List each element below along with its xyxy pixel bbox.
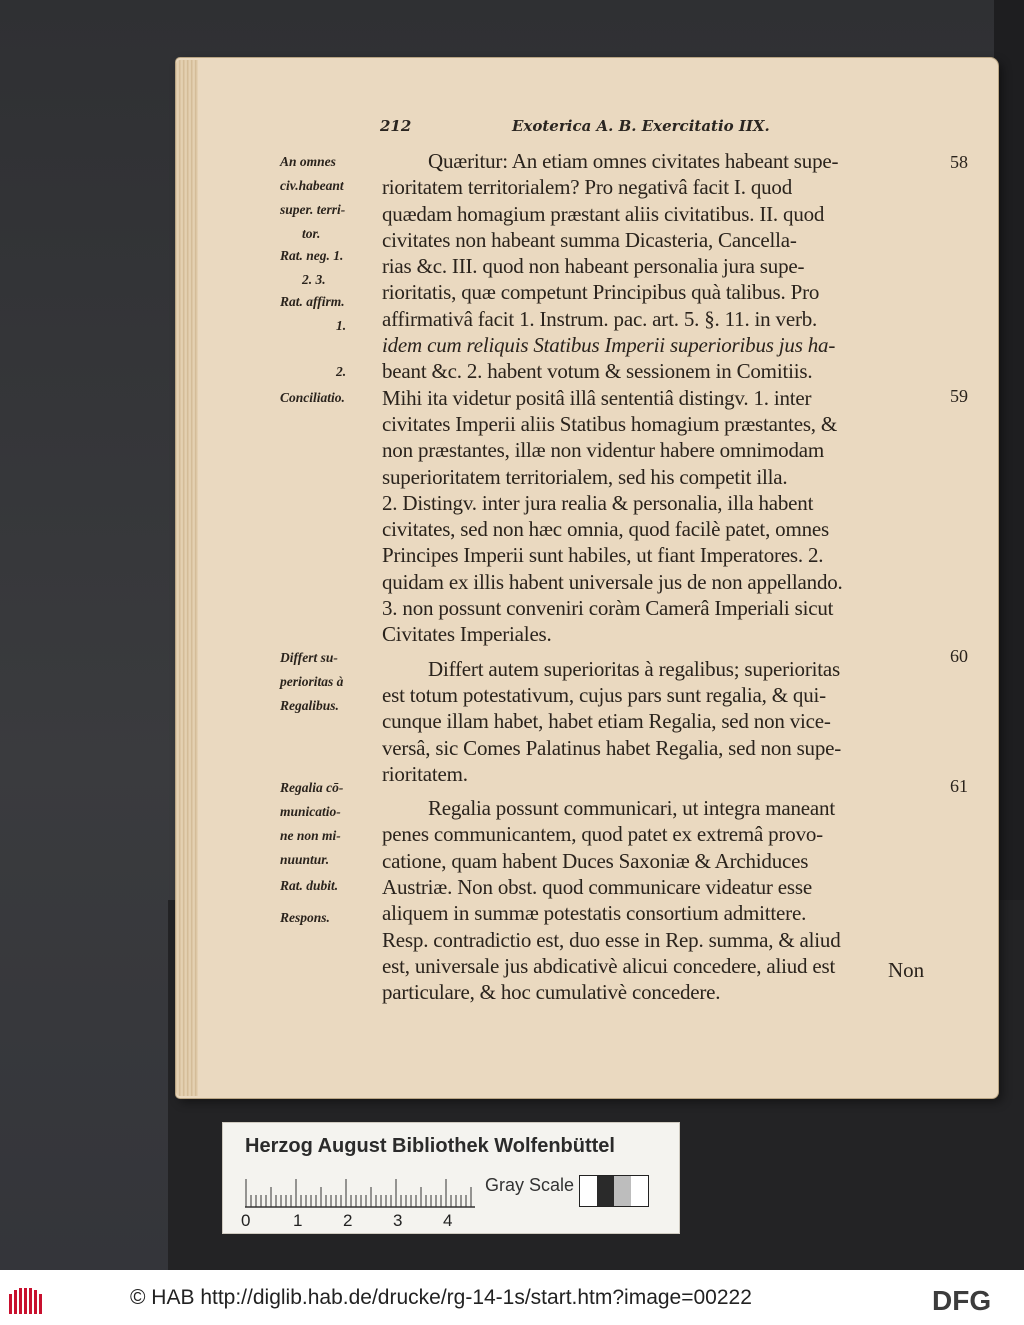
text-line: Civitates Imperiales. xyxy=(382,622,552,647)
text-line: idem cum reliquis Statibus Imperii superioribus jus ha- xyxy=(382,333,836,358)
text-line: rioritatem. xyxy=(382,761,468,786)
text-line: rioritatis, quæ competunt Principibus quà talibus. Pro xyxy=(382,280,820,305)
text-line: quædam homagium præstant aliis civitatibus. II. quod xyxy=(382,201,825,226)
sidenote-line: Rat. neg. 1. xyxy=(280,248,344,263)
text-line: 2. Distingv. inter jura realia & personalia, illa habent xyxy=(382,490,814,515)
text-line: catione, quam habent Duces Saxoniæ & Archiduces xyxy=(382,848,809,873)
sidenote xyxy=(280,290,380,338)
text-line: rioritatem territorialem? Pro negativâ facit I. quod xyxy=(382,175,793,200)
text-line: rias &c. III. quod non habeant personalia jura supe- xyxy=(382,254,805,279)
copyright-link[interactable]: © HAB http://diglib.hab.de/drucke/rg-14-1s/start.htm?image=00222 xyxy=(130,1286,752,1309)
sidenote-line: Respons. xyxy=(280,910,330,925)
sidenote-line: Rat. affirm. xyxy=(280,294,345,309)
sidenote-line: perioritas à xyxy=(280,674,344,689)
text-line: particulare, & hoc cumulativè concedere. xyxy=(382,980,721,1005)
ruler-digit: 0 xyxy=(241,1211,251,1230)
page-edges xyxy=(176,60,198,1096)
text-line: Austriæ. Non obst. quod communicare videatur esse xyxy=(382,875,812,900)
text-line: est totum potestativum, cujus pars sunt regalia, & qui- xyxy=(382,682,826,707)
body-text xyxy=(382,148,942,1006)
ruler-digit: 4 xyxy=(443,1211,453,1230)
text-line: non præstantes, illæ non videntur habere omnimodam xyxy=(382,438,825,463)
text-line: civitates non habeant summa Dicasteria, Cancella- xyxy=(382,227,797,252)
margin-number: 58 xyxy=(950,152,968,172)
sidenote-line: Regalibus. xyxy=(280,698,339,713)
text-line: quidam ex illis habent universale jus de non appellando. xyxy=(382,569,843,594)
text-line: affirmativâ facit 1. Instrum. pac. art. 5. §. 11. in verb. xyxy=(382,306,818,331)
text-line: aliquem in summæ potestatis consortium admittere. xyxy=(382,901,807,926)
text-line: penes communicantem, quod patet ex extremâ provo- xyxy=(382,822,823,847)
sidenote-line: Regalia cō- xyxy=(280,780,344,795)
sidenote xyxy=(280,244,380,292)
ruler-digit: 2 xyxy=(343,1211,353,1230)
sidenote-line: Conciliatio. xyxy=(280,390,345,405)
margin-number: 59 xyxy=(950,386,968,406)
swatch-white xyxy=(631,1176,648,1206)
sidenote-line: 1. xyxy=(336,318,347,333)
sidenote-line: Differt su- xyxy=(280,650,338,665)
text-line: Mihi ita videtur positâ illâ sententiâ distingv. 1. inter xyxy=(382,385,812,410)
margin-number: 61 xyxy=(950,776,968,796)
sidenote-line: super. terri- xyxy=(280,202,346,217)
margin-number: 60 xyxy=(950,646,968,666)
text-line: Regalia possunt communicari, ut integra maneant xyxy=(428,796,835,821)
sidenote xyxy=(280,386,380,410)
gray-scale-swatches xyxy=(579,1175,649,1207)
sidenote xyxy=(280,874,380,898)
sidenote-line: nuuntur. xyxy=(280,852,330,867)
sidenote-line: 2. 3. xyxy=(302,272,326,287)
text-line: est, universale jus abdicativè alicui concedere, aliud est xyxy=(382,953,836,978)
footer-bar xyxy=(0,1270,1024,1325)
text-line: cunque illam habet, habet etiam Regalia, sed non vice- xyxy=(382,709,831,734)
text-line: Principes Imperii sunt habiles, ut fiant Imperatores. 2. xyxy=(382,543,824,568)
gray-scale-label: Gray Scale xyxy=(485,1175,575,1195)
text-line: civitates Imperii aliis Statibus homagium præstantes, & xyxy=(382,411,838,436)
text-line: Differt autem superioritas à regalibus; superioritas xyxy=(428,656,840,681)
swatch-white xyxy=(580,1176,597,1206)
ruler-digit: 1 xyxy=(293,1211,303,1230)
sidenote-line: municatio- xyxy=(280,804,341,819)
text-line: civitates, sed non hæc omnia, quod facilè patet, omnes xyxy=(382,517,829,542)
hab-logo-icon xyxy=(8,1286,44,1316)
text-line: Quæritur: An etiam omnes civitates habeant supe- xyxy=(428,149,839,173)
text-line: superioritatem territorialem, sed his competit illa. xyxy=(382,464,788,489)
sidenote xyxy=(280,646,380,718)
text-line: 3. non possunt conveniri coràm Camerâ Imperiali sicut xyxy=(382,596,834,621)
sidenote-line: civ.habeant xyxy=(280,178,344,193)
library-name: Herzog August Bibliothek Wolfenbüttel xyxy=(245,1135,615,1157)
swatch-gray xyxy=(614,1176,631,1206)
sidenote-line: tor. xyxy=(302,226,321,241)
scale-card xyxy=(222,1122,680,1234)
page-number: 212 xyxy=(380,117,412,135)
dfg-label: DFG xyxy=(932,1286,992,1312)
sidenote xyxy=(280,150,380,246)
sidenote-line: ne non mi- xyxy=(280,828,341,843)
sidenote-line: 2. xyxy=(336,364,347,379)
text-line: Resp. contradictio est, duo esse in Rep. summa, & aliud xyxy=(382,927,841,952)
catchword: Non xyxy=(888,958,925,982)
sidenote-line: An omnes xyxy=(280,154,336,169)
swatch-black xyxy=(597,1176,614,1206)
sidenote-line: Rat. dubit. xyxy=(280,878,339,893)
ruler-scale xyxy=(245,1171,475,1209)
dfg-logo-icon xyxy=(932,1286,1014,1312)
text-line: beant &c. 2. habent votum & sessionem in Comitiis. xyxy=(382,359,813,384)
sidenote xyxy=(280,776,380,872)
running-title: Exoterica A. B. Exercitatio IIX. xyxy=(512,117,770,135)
sidenote xyxy=(280,906,380,930)
ruler-digit: 3 xyxy=(393,1211,403,1230)
sidenote xyxy=(280,360,380,384)
text-line: versâ, sic Comes Palatinus habet Regalia, sed non supe- xyxy=(382,735,842,760)
